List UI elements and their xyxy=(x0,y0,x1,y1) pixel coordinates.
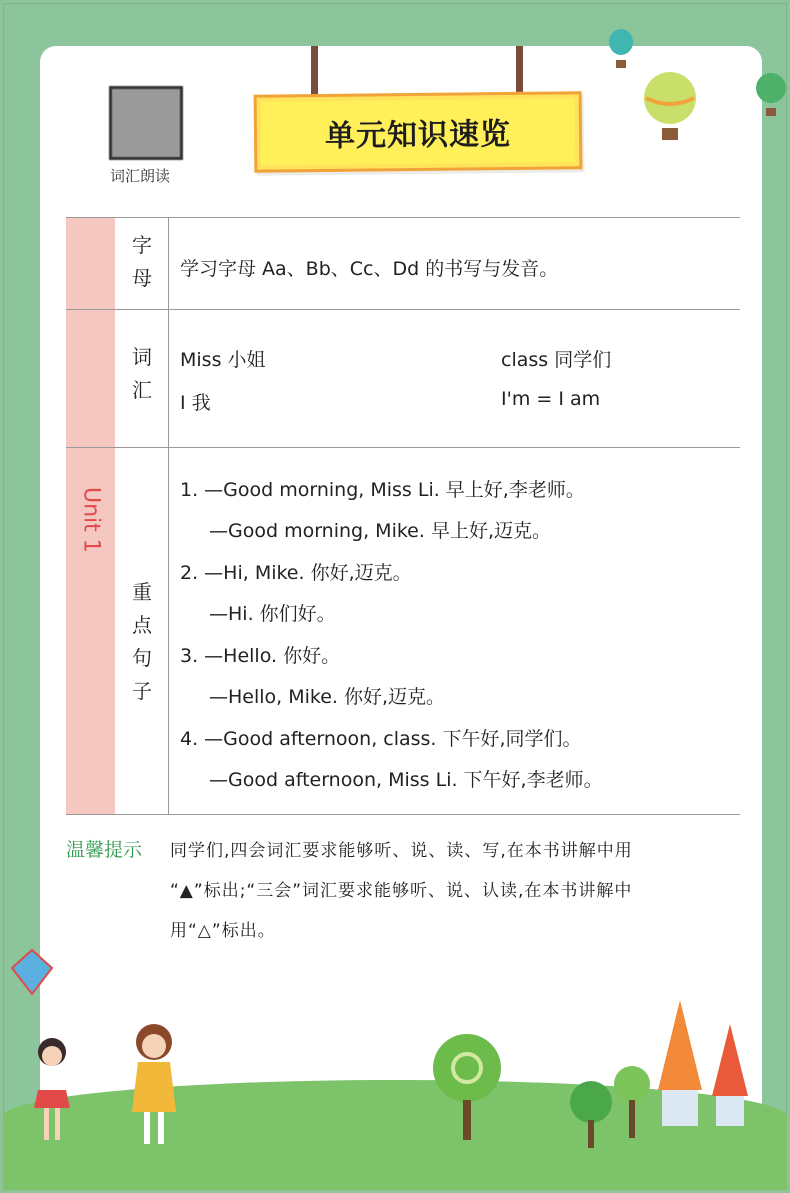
sentence-line: —Hi. 你们好。 xyxy=(209,603,336,625)
sentence-line: 4. —Good afternoon, class. 下午好,同学们。 xyxy=(180,728,582,750)
page-title: 单元知识速览 xyxy=(324,117,512,154)
column-divider xyxy=(168,218,169,814)
letters-text: 学习字母 Aa、Bb、Cc、Dd 的书写与发音。 xyxy=(180,258,559,280)
sentence-line: 2. —Hi, Mike. 你好,迈克。 xyxy=(180,562,412,584)
balloon-icon xyxy=(754,72,788,120)
heading-char: 句 xyxy=(132,646,152,670)
house-icon xyxy=(650,994,710,1134)
qr-label: 词汇朗读 xyxy=(110,167,171,185)
heading-char: 字 xyxy=(132,233,152,257)
table-rule xyxy=(66,814,740,815)
sentences-heading xyxy=(118,580,166,703)
sentence-line: —Good afternoon, Miss Li. 下午好,李老师。 xyxy=(209,769,603,791)
heading-char: 点 xyxy=(132,613,152,637)
table-rule xyxy=(66,217,740,218)
tip-line: 同学们,四会词汇要求能够听、说、读、写,在本书讲解中用 xyxy=(170,841,633,861)
title-sign xyxy=(254,91,583,172)
balloon-icon xyxy=(640,70,700,144)
tip-line: “▲”标出;“三会”词汇要求能够听、说、认读,在本书讲解中 xyxy=(170,881,633,901)
sentence-line: 3. —Hello. 你好。 xyxy=(180,645,341,667)
tip-line: 用“△”标出。 xyxy=(170,921,276,941)
heading-char: 重 xyxy=(132,580,152,604)
unit-label: Unit 1 xyxy=(78,487,104,553)
heading-char: 词 xyxy=(132,345,152,369)
girl-figure-icon xyxy=(118,1020,188,1148)
tree-icon xyxy=(430,1032,504,1142)
tree-icon xyxy=(568,1080,614,1150)
heading-char: 母 xyxy=(132,266,152,290)
vocab-item: I 我 xyxy=(180,392,211,414)
vocab-item: Miss 小姐 xyxy=(180,349,266,371)
table-rule xyxy=(66,447,740,448)
heading-char: 子 xyxy=(132,679,152,703)
sentence-line: —Hello, Mike. 你好,迈克。 xyxy=(209,686,446,708)
vocab-item: class 同学们 xyxy=(501,349,612,371)
tree-icon xyxy=(612,1064,652,1140)
letters-heading xyxy=(118,233,166,290)
heading-char: 汇 xyxy=(132,378,152,402)
girl-figure-icon xyxy=(22,1034,82,1146)
sentence-line: —Good morning, Mike. 早上好,迈克。 xyxy=(209,520,551,542)
vocab-heading xyxy=(118,345,166,402)
balloon-icon xyxy=(606,28,636,72)
tip-title: 温馨提示 xyxy=(66,839,143,861)
qr-code[interactable] xyxy=(109,86,183,160)
vocab-item: I'm = I am xyxy=(501,388,601,410)
kite-icon xyxy=(10,948,54,998)
sentence-line: 1. —Good morning, Miss Li. 早上好,李老师。 xyxy=(180,479,585,501)
house-icon xyxy=(708,1020,752,1130)
table-rule xyxy=(66,309,740,310)
